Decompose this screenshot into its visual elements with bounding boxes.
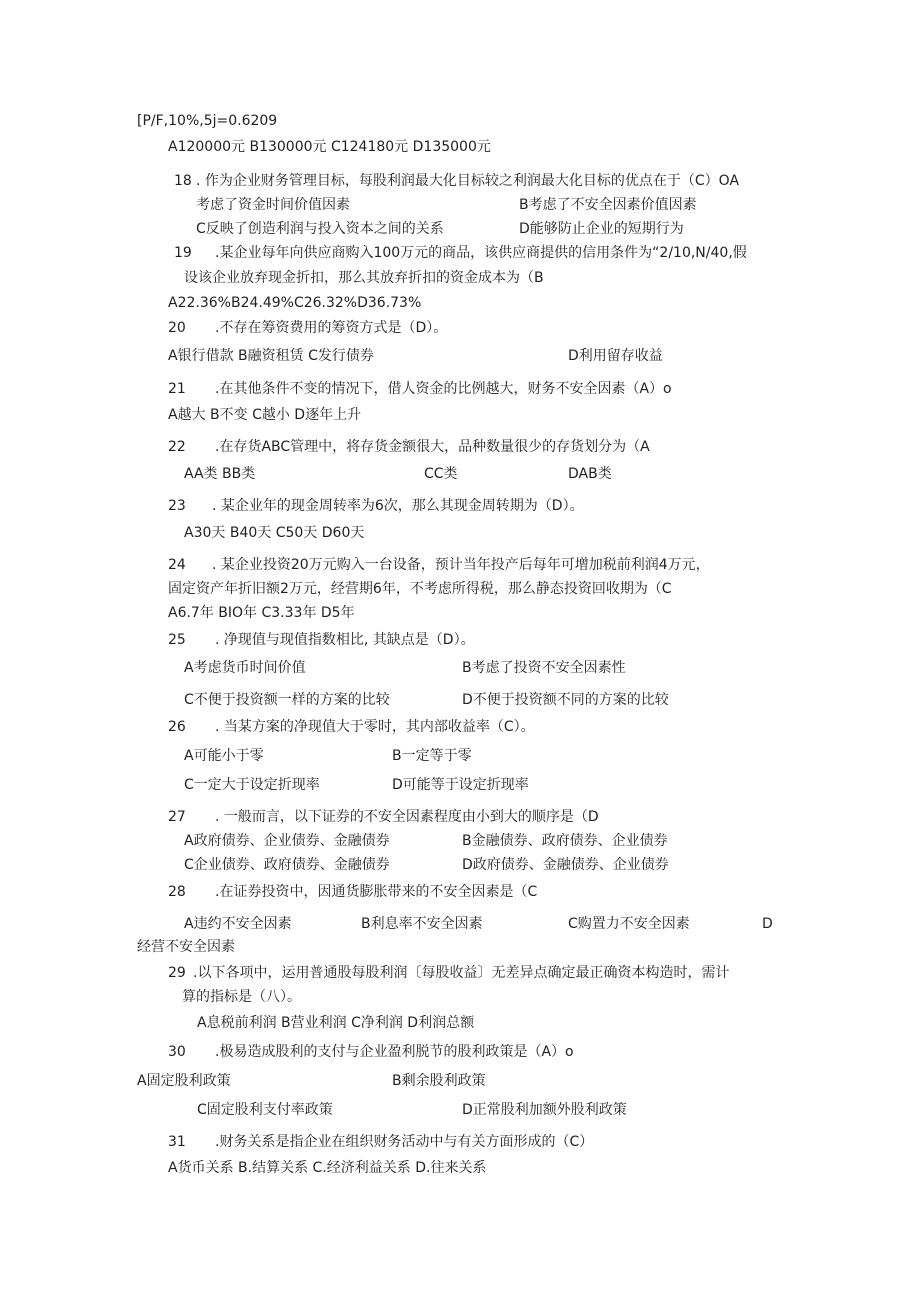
q19-text-cont: 设该企业放弃现金折扣，那么其放弃折扣的资金成本为（B [184,270,544,286]
q31-text: .财务关系是指企业在组织财务活动中与有关方面形成的（C） [215,1134,594,1150]
q24-number: 24 [168,557,186,573]
q30-text: .极易造成股利的支付与企业盈利脱节的股利政策是（A）o [215,1044,574,1060]
q30-option-b: B剩余股利政策 [392,1073,486,1089]
q18-option-b: B考虑了不安全因素价值因素 [519,197,697,213]
q28-text: .在证券投资中，因通货膨胀带来的不安全因素是（C [215,884,538,900]
q26-option-a: A可能小于零 [184,748,264,764]
q25-option-c: C不便于投资额一样的方案的比较 [184,692,390,708]
q27-option-c: C企业债券、政府债券、金融债券 [184,857,390,873]
q30-number: 30 [168,1044,186,1060]
q28-option-c: C购置力不安全因素 [568,916,690,932]
q28-option-b: B利息率不安全因素 [361,916,483,932]
q18-option-a: 考虑了资金时间价值因素 [196,197,350,213]
q22-number: 22 [168,439,186,455]
q28-option-d-cont: 经营不安全因素 [137,939,235,955]
q20-options-abc: A银行借款 B融资租赁 C发行债券 [168,348,374,364]
q28-number: 28 [168,884,186,900]
q24-text-cont: 固定资产年折旧额2万元，经营期6年，不考虑所得税，那么静态投资回收期为（C [168,581,672,597]
q30-option-a: A固定股利政策 [137,1073,231,1089]
q18-number: 18 [174,173,192,189]
q27-option-b: B金融债券、政府债券、企业债券 [462,833,668,849]
q23-number: 23 [168,498,186,514]
q29-number: 29 [168,965,186,981]
q24-options: A6.7年 BIO年 C3.33年 D5年 [168,605,355,621]
q22-options-ab: AA类 BB类 [184,466,256,482]
q26-option-d: D可能等于设定折现率 [392,777,529,793]
q29-text: .以下各项中，运用普通股每股利润〔每股收益〕无差异点确定最正确资本构造时，需计 [193,965,730,981]
q27-option-d: D政府债券、金融债券、企业债券 [462,857,669,873]
q19-number: 19 [174,245,192,261]
q25-option-b: B考虑了投资不安全因素性 [462,660,626,676]
q25-option-d: D不便于投资额不同的方案的比较 [462,692,669,708]
q23-text: . 某企业年的现金周转率为6次，那么其现金周转期为（D）。 [212,498,584,514]
q29-text-cont: 算的指标是（八）。 [182,989,301,1005]
q22-option-c: CC类 [424,466,458,482]
q26-text: . 当某方案的净现值大于零时，其内部收益率（C）。 [215,719,535,735]
q17-options: A120000元 B130000元 C124180元 D135000元 [168,139,491,155]
q31-options: A货币关系 B.结算关系 C.经济利益关系 D.往来关系 [168,1160,487,1176]
q30-option-d: D正常股利加额外股利政策 [462,1102,627,1118]
q18-option-d: D能够防止企业的短期行为 [519,221,684,237]
q18-option-c: C反映了创造利润与投入资本之间的关系 [196,221,444,237]
q31-number: 31 [168,1134,186,1150]
q20-text: .不存在筹资费用的筹资方式是（D）。 [215,320,448,336]
q25-option-a: A考虑货币时间价值 [184,660,306,676]
q18-text: . 作为企业财务管理目标，每股利润最大化目标较之利润最大化目标的优点在于（C）OA [196,173,740,189]
q28-option-d: D [762,916,773,932]
q19-options: A22.36%B24.49%C26.32%D36.73% [168,295,422,311]
q21-text: .在其他条件不变的情况下，借人资金的比例越大，财务不安全因素（A）o [215,381,672,397]
q26-option-b: B一定等于零 [392,748,472,764]
formula-line: [P/F,10%,5j=0.6209 [137,113,278,129]
q22-text: .在存货ABC管理中，将存货金额很大，品种数量很少的存货划分为（A [215,439,650,455]
q27-option-a: A政府债券、企业债券、金融债券 [184,833,390,849]
q25-number: 25 [168,632,186,648]
q28-option-a: A违约不安全因素 [184,916,292,932]
q21-number: 21 [168,381,186,397]
q27-text: . 一般而言，以下证券的不安全因素程度由小到大的顺序是（D [215,809,599,825]
q25-text: . 净现值与现值指数相比, 其缺点是（D）。 [215,632,475,648]
q20-option-d: D利用留存收益 [568,348,663,364]
q26-number: 26 [168,719,186,735]
q22-option-d: DAB类 [568,466,612,482]
q29-options: A息税前利润 B营业利润 C净利润 D利润总额 [197,1015,475,1031]
q27-number: 27 [168,809,186,825]
q21-options: A越大 B不变 C越小 D逐年上升 [168,407,362,423]
q24-text: . 某企业投资20万元购入一台设备，预计当年投产后每年可增加税前利润4万元， [212,557,710,573]
q19-text: .某企业每年向供应商购入100万元的商品，该供应商提供的信用条件为“2/10,N/40,假 [215,245,747,261]
q20-number: 20 [168,320,186,336]
q30-option-c: C固定股利支付率政策 [197,1102,333,1118]
q23-options: A30天 B40天 C50天 D60天 [184,525,365,541]
q26-option-c: C一定大于设定折现率 [184,777,320,793]
